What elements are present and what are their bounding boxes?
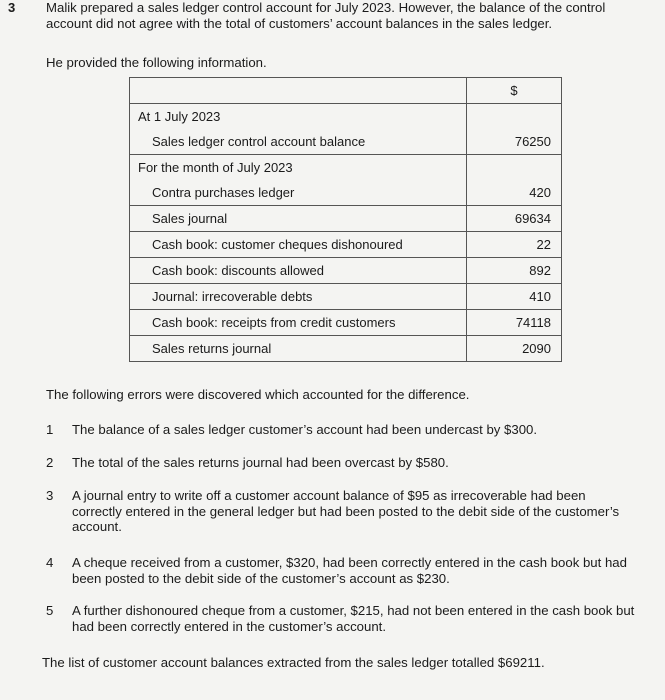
error-number: 3 xyxy=(46,488,54,503)
question-intro: Malik prepared a sales ledger control account for July 2023. However, the balance of the control account did not agree with the total of customers’ account balances in the sales ledger. xyxy=(46,0,606,31)
row-label: Journal: irrecoverable debts xyxy=(152,289,313,304)
errors-intro: The following errors were discovered which accounted for the difference. xyxy=(46,387,470,402)
table-row xyxy=(130,129,562,155)
table-header-blank xyxy=(130,78,467,104)
table-row xyxy=(130,232,562,258)
table-row xyxy=(130,284,562,310)
error-number: 4 xyxy=(46,555,54,570)
row-label: Cash book: customer cheques dishonoured xyxy=(152,237,403,252)
row-amount xyxy=(467,155,562,181)
row-label: Cash book: receipts from credit customers xyxy=(152,315,396,330)
question-number: 3 xyxy=(8,0,16,15)
row-amount: 2090 xyxy=(467,336,562,362)
row-label: Sales returns journal xyxy=(152,341,272,356)
error-number: 5 xyxy=(46,603,54,618)
table-row xyxy=(130,336,562,362)
table-header-row xyxy=(130,78,562,104)
row-label: Sales journal xyxy=(152,211,228,226)
row-amount: 892 xyxy=(467,258,562,284)
row-label: For the month of July 2023 xyxy=(138,160,293,175)
table-row xyxy=(130,206,562,232)
provided-info-text: He provided the following information. xyxy=(46,55,267,70)
row-amount: 22 xyxy=(467,232,562,258)
row-amount: 410 xyxy=(467,284,562,310)
table-row xyxy=(130,104,562,130)
table-row xyxy=(130,310,562,336)
row-amount: 74118 xyxy=(467,310,562,336)
row-label: Contra purchases ledger xyxy=(152,185,295,200)
table-row xyxy=(130,180,562,206)
error-number: 2 xyxy=(46,455,54,470)
row-amount xyxy=(467,104,562,130)
table-row xyxy=(130,258,562,284)
row-amount: 76250 xyxy=(467,129,562,155)
closing-statement: The list of customer account balances extracted from the sales ledger totalled $69211. xyxy=(42,655,545,670)
row-label: At 1 July 2023 xyxy=(138,109,221,124)
information-table xyxy=(129,77,562,362)
row-label: Sales ledger control account balance xyxy=(152,134,366,149)
error-text: The total of the sales returns journal had been overcast by $580. xyxy=(72,455,449,470)
error-text: A cheque received from a customer, $320, had been correctly entered in the cash book but had been posted to the debit side of the customer’s account as $230. xyxy=(72,555,627,586)
table-row xyxy=(130,155,562,181)
row-amount: 69634 xyxy=(467,206,562,232)
error-text: The balance of a sales ledger customer’s account had been undercast by $300. xyxy=(72,422,538,437)
error-text: A journal entry to write off a customer account balance of $95 as irrecoverable had been correctly entered in the general ledger but had been posted to the debit side of the customer’s account. xyxy=(72,488,620,534)
row-label: Cash book: discounts allowed xyxy=(152,263,324,278)
row-amount: 420 xyxy=(467,180,562,206)
error-number: 1 xyxy=(46,422,54,437)
currency-header: $ xyxy=(467,78,562,104)
error-text: A further dishonoured cheque from a customer, $215, had not been entered in the cash book but had been correctly entered in the customer’s account. xyxy=(72,603,635,634)
